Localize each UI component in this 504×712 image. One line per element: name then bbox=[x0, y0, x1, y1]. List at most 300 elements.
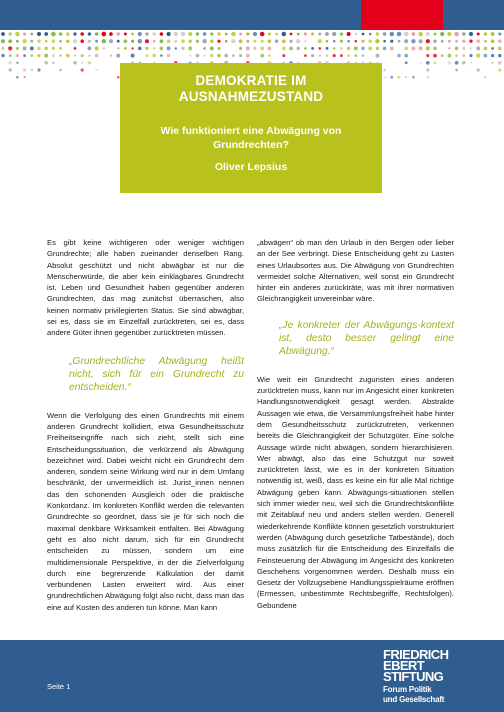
decor-dot bbox=[375, 54, 379, 58]
decor-dot bbox=[447, 54, 451, 58]
decor-dot bbox=[8, 61, 12, 65]
decor-dot bbox=[326, 40, 329, 43]
decor-dot bbox=[8, 46, 12, 50]
decor-dot bbox=[454, 32, 459, 37]
decor-dot bbox=[37, 68, 40, 71]
decor-dot bbox=[116, 32, 119, 35]
decor-dot bbox=[138, 47, 142, 51]
decor-dot bbox=[383, 40, 386, 43]
decor-dot bbox=[390, 40, 393, 43]
decor-dot bbox=[9, 68, 12, 71]
decor-dot bbox=[440, 32, 444, 36]
decor-dot bbox=[455, 54, 458, 57]
decor-dot bbox=[361, 40, 364, 43]
decor-dot bbox=[15, 32, 20, 37]
decor-dot bbox=[239, 47, 242, 50]
decor-dot bbox=[498, 68, 501, 71]
decor-dot bbox=[398, 76, 401, 79]
decor-dot bbox=[411, 39, 415, 43]
decor-dot bbox=[1, 54, 4, 57]
decor-dot bbox=[383, 47, 387, 51]
decor-dot bbox=[297, 33, 300, 36]
decor-dot bbox=[347, 47, 350, 50]
decor-dot bbox=[189, 54, 191, 56]
decor-dot bbox=[419, 39, 423, 43]
title-line-1: DEMOKRATIE IM bbox=[195, 73, 307, 88]
decor-dot bbox=[411, 46, 415, 50]
decor-dot bbox=[426, 32, 430, 36]
decor-dot bbox=[376, 47, 379, 50]
decor-dot bbox=[289, 40, 292, 43]
decor-dot bbox=[1, 32, 5, 36]
decor-dot bbox=[441, 40, 444, 43]
decor-dot bbox=[153, 47, 155, 49]
decor-dot bbox=[232, 54, 235, 57]
decor-dot bbox=[103, 47, 105, 49]
decor-dot bbox=[405, 61, 408, 64]
logo-subline: Forum Politik bbox=[383, 685, 432, 694]
decor-dot bbox=[59, 32, 63, 36]
decor-dot bbox=[239, 33, 242, 36]
decor-dot bbox=[166, 32, 170, 36]
decor-dot bbox=[217, 54, 221, 58]
decor-dot bbox=[44, 47, 48, 51]
decor-dot bbox=[16, 62, 18, 64]
decor-dot bbox=[491, 54, 494, 57]
decor-dot bbox=[52, 62, 54, 64]
decor-dot bbox=[491, 39, 495, 43]
decor-dot bbox=[80, 32, 84, 36]
decor-dot bbox=[59, 54, 61, 56]
paragraph: Wie weit ein Grundrecht zugunsten eines anderen zurücktreten muss, kann nur im Angesicht einer konkreten Handlungsnotwendigkeit gesagt werden. Abstrakte Aussagen wie etwa, die Versammlungsfreiheit habe hinter dem Gesundheitsschutz zurückzutreten, verkennen bereits die Gleichrangigkeit der Schutzgüter. Eine solche Aussage würde nicht abwägen, sondern hierarchisieren. Wer abwägt, also das eine Schutzgut nur soweit zurücktreten lässt, wie es in der konkreten Situation notwendig ist, weiß, dass es keine ein für alle Mal richtige Abwägung geben kann. Abwägungs-situationen stellen sich immer wieder neu, weil sich die Grundrechtskonflikte mit Zeitablauf neu und anders stellen werden. Generell wiederkehrende Konflikte können gesetzlich vorstrukturiert werden (Abwägung durch gesetzliche Tatbestände), doch muss zusätzlich für die Entscheidung des Einzelfalls die Feinsteuerung der Abwägung im Angesicht des konkreten Geschehens vorgenommen werden. Deshalb muss ein Gesetz der Vollzugsebene Handlungsspielräume eröffnen (Ermessen, unbestimmte Rechtsbegriffe, Rechtsfolgen). Gebundene bbox=[257, 374, 454, 610]
decor-dot bbox=[210, 46, 214, 50]
decor-dot bbox=[405, 76, 407, 78]
decor-dot bbox=[477, 33, 480, 36]
decor-dot bbox=[31, 54, 34, 57]
decor-dot bbox=[131, 33, 134, 36]
decor-dot bbox=[254, 40, 257, 43]
decor-dot bbox=[333, 54, 336, 57]
decor-dot bbox=[498, 54, 501, 57]
decor-dot bbox=[340, 47, 343, 50]
decor-dot bbox=[88, 54, 91, 57]
decor-dot bbox=[80, 39, 84, 43]
decor-dot bbox=[52, 54, 55, 57]
decor-dot bbox=[16, 54, 19, 57]
decor-dot bbox=[383, 32, 387, 36]
decor-dot bbox=[88, 61, 91, 64]
decor-dot bbox=[426, 68, 429, 71]
decor-dot bbox=[311, 33, 314, 36]
footer-bar bbox=[0, 640, 504, 712]
red-accent-block bbox=[361, 0, 443, 30]
decor-dot bbox=[117, 47, 119, 49]
decor-dot bbox=[73, 32, 76, 35]
decor-dot bbox=[253, 47, 256, 50]
decor-dot bbox=[167, 39, 171, 43]
decor-dot bbox=[498, 32, 501, 35]
decor-dot bbox=[260, 46, 264, 50]
decor-dot bbox=[8, 32, 12, 36]
decor-dot bbox=[16, 76, 19, 79]
decor-dot bbox=[326, 54, 329, 57]
decor-dot bbox=[203, 32, 206, 35]
decor-dot bbox=[88, 47, 92, 51]
decor-dot bbox=[333, 40, 336, 43]
decor-dot bbox=[1, 39, 5, 43]
decor-dot bbox=[267, 46, 271, 50]
document-title bbox=[120, 73, 382, 105]
decor-dot bbox=[376, 32, 379, 35]
decor-dot bbox=[470, 62, 472, 64]
decor-dot bbox=[433, 40, 436, 43]
decor-dot bbox=[188, 46, 192, 50]
decor-dot bbox=[9, 54, 12, 57]
decor-dot bbox=[181, 32, 186, 37]
decor-dot bbox=[217, 32, 220, 35]
decor-dot bbox=[167, 46, 171, 50]
decor-dot bbox=[16, 40, 19, 43]
decor-dot bbox=[153, 40, 156, 43]
decor-dot bbox=[160, 39, 164, 43]
decor-dot bbox=[470, 47, 473, 50]
decor-dot bbox=[231, 39, 235, 43]
decor-dot bbox=[390, 46, 394, 50]
decor-dot bbox=[355, 40, 357, 42]
decor-dot bbox=[16, 47, 19, 50]
decor-dot bbox=[375, 39, 379, 43]
decor-dot bbox=[37, 32, 41, 36]
decor-dot bbox=[268, 39, 271, 42]
decor-dot bbox=[131, 40, 134, 43]
decor-dot bbox=[188, 32, 192, 36]
decor-dot bbox=[297, 47, 300, 50]
decor-dot bbox=[74, 54, 76, 56]
pull-quote: „Je konkreter der Abwägungs-kontext ist, desto besser gelingt eine Abwägung.“ bbox=[279, 319, 454, 357]
decor-dot bbox=[318, 47, 321, 50]
decor-dot bbox=[361, 47, 364, 50]
decor-dot bbox=[404, 47, 408, 51]
decor-dot bbox=[74, 47, 77, 50]
decor-dot bbox=[116, 54, 120, 58]
decor-dot bbox=[8, 39, 12, 43]
decor-dot bbox=[404, 54, 408, 58]
decor-dot bbox=[476, 54, 480, 58]
decor-dot bbox=[96, 69, 98, 71]
decor-dot bbox=[319, 54, 321, 56]
decor-dot bbox=[340, 32, 343, 35]
decor-dot bbox=[66, 40, 69, 43]
decor-dot bbox=[210, 40, 213, 43]
decor-dot bbox=[383, 76, 386, 79]
decor-dot bbox=[332, 32, 336, 36]
decor-dot bbox=[225, 33, 228, 36]
decor-dot bbox=[383, 69, 386, 72]
page-number: Seite 1 bbox=[47, 682, 71, 691]
decor-dot bbox=[95, 54, 99, 58]
decor-dot bbox=[462, 47, 465, 50]
decor-dot bbox=[477, 40, 480, 43]
decor-dot bbox=[210, 54, 213, 57]
decor-dot bbox=[412, 76, 415, 79]
decor-dot bbox=[202, 39, 206, 43]
decor-dot bbox=[23, 46, 27, 50]
decor-dot bbox=[412, 32, 416, 36]
decor-dot bbox=[462, 39, 465, 42]
logo-line: FRIEDRICH bbox=[383, 647, 449, 662]
decor-dot bbox=[117, 40, 120, 43]
decor-dot bbox=[448, 47, 450, 49]
decor-dot bbox=[418, 32, 423, 37]
decor-dot bbox=[369, 33, 372, 36]
decor-dot bbox=[88, 32, 91, 35]
decor-dot bbox=[31, 69, 34, 72]
decor-dot bbox=[347, 54, 349, 56]
decor-dot bbox=[275, 33, 278, 36]
decor-dot bbox=[426, 46, 430, 50]
decor-dot bbox=[362, 33, 365, 36]
pull-quote: „Grundrechtliche Abwägung heißt nicht, sich für ein Grundrecht zu entscheiden.“ bbox=[69, 355, 244, 393]
decor-dot bbox=[498, 40, 501, 43]
decor-dot bbox=[304, 40, 306, 42]
decor-dot bbox=[124, 39, 128, 43]
decor-dot bbox=[354, 46, 358, 50]
decor-dot bbox=[304, 54, 307, 57]
decor-dot bbox=[455, 61, 459, 65]
decor-dot bbox=[210, 32, 213, 35]
decor-dot bbox=[124, 33, 127, 36]
decor-dot bbox=[73, 61, 76, 64]
decor-dot bbox=[260, 32, 265, 37]
decor-dot bbox=[95, 32, 98, 35]
decor-dot bbox=[484, 32, 487, 35]
decor-dot bbox=[145, 47, 148, 50]
decor-dot bbox=[455, 40, 458, 43]
decor-dot bbox=[455, 47, 459, 51]
decor-dot bbox=[433, 47, 437, 51]
decor-dot bbox=[66, 54, 70, 58]
decor-dot bbox=[23, 54, 26, 57]
decor-dot bbox=[37, 40, 40, 43]
decor-dot bbox=[476, 46, 480, 50]
decor-dot bbox=[491, 62, 493, 64]
decor-dot bbox=[390, 76, 393, 79]
decor-dot bbox=[30, 33, 33, 36]
decor-dot bbox=[44, 54, 48, 58]
decor-dot bbox=[368, 46, 372, 50]
decor-dot bbox=[52, 39, 55, 42]
decor-dot bbox=[52, 47, 55, 50]
document-subtitle: Wie funktioniert eine Abwägung von Grundrechten? bbox=[160, 125, 342, 151]
decor-dot bbox=[30, 40, 33, 43]
decor-dot bbox=[246, 40, 249, 43]
decor-dot bbox=[455, 69, 458, 72]
decor-dot bbox=[282, 47, 286, 51]
decor-dot bbox=[325, 32, 329, 36]
author-name: Oliver Lepsius bbox=[214, 161, 288, 173]
decor-dot bbox=[203, 54, 206, 57]
decor-dot bbox=[181, 39, 185, 43]
decor-dot bbox=[81, 68, 84, 71]
decor-dot bbox=[124, 47, 127, 50]
decor-dot bbox=[462, 32, 465, 35]
decor-dot bbox=[398, 40, 401, 43]
decor-dot bbox=[160, 32, 164, 36]
decor-dot bbox=[196, 40, 199, 43]
logo-subline: und Gesellschaft bbox=[383, 695, 445, 704]
decor-dot bbox=[404, 39, 408, 43]
paragraph: „abwägen“ ob man den Urlaub in den Bergen oder lieber an der See verbringt. Diese Entscheidung geht zu Lasten eines Urlaubsortes aus. Die Abwägung von Grundrechten vermeidet solche Alternativen, weil sonst ein Grundrecht hinter ein anderes zurückträte, was mit ihrer normativen Gleichrangigkeit unvereinbar wäre. bbox=[257, 238, 454, 304]
decor-dot bbox=[146, 54, 149, 57]
decor-dot bbox=[333, 47, 336, 50]
decor-dot bbox=[175, 47, 177, 49]
logo-subtitle bbox=[383, 685, 448, 705]
decor-dot bbox=[477, 68, 480, 71]
decor-dot bbox=[469, 32, 473, 36]
decor-dot bbox=[138, 32, 142, 36]
decor-dot bbox=[110, 54, 112, 56]
logo-line: STIFTUNG bbox=[383, 669, 444, 684]
decor-dot bbox=[447, 32, 451, 36]
decor-dot bbox=[433, 54, 437, 58]
decor-dot bbox=[397, 32, 402, 37]
decor-dot bbox=[282, 39, 286, 43]
decor-dot bbox=[275, 39, 278, 42]
decor-dot bbox=[326, 47, 329, 50]
decor-dot bbox=[167, 54, 170, 57]
decor-dot bbox=[441, 54, 444, 57]
decor-dot bbox=[296, 39, 300, 43]
decor-dot bbox=[354, 33, 357, 36]
decor-dot bbox=[37, 54, 40, 57]
decor-dot bbox=[484, 76, 486, 78]
decor-dot bbox=[290, 33, 293, 36]
decor-dot bbox=[282, 54, 285, 57]
decor-dot bbox=[101, 32, 106, 37]
decor-dot bbox=[484, 54, 488, 58]
decor-dot bbox=[81, 54, 84, 57]
decor-dot bbox=[145, 39, 149, 43]
decor-dot bbox=[239, 54, 242, 57]
decor-dot bbox=[397, 54, 400, 57]
decor-dot bbox=[311, 47, 314, 50]
left-column bbox=[47, 237, 244, 613]
decor-dot bbox=[174, 40, 177, 43]
paragraph: Es gibt keine wichtigeren oder weniger wichtigen Grundrechte; alle haben zueinander denselben Rang. Absolut geschützt und nicht abwägbar ist nur die Menschenwürde, die aber kein einklagbares Grundrecht ist. Leben und Gesundheit haben gegenüber anderen Grundrechten, das mag zunächst überraschen, also keinen normativ privilegierten Status. Sie sind abwägbar, sei es, dass sie im Einzelfall zurücktreten, sei es, dass andere Güter ihnen gegenüber zurücktreten müssen. bbox=[47, 238, 244, 338]
decor-dot bbox=[203, 47, 206, 50]
decor-dot bbox=[434, 33, 437, 36]
decor-dot bbox=[88, 40, 91, 43]
decor-dot bbox=[282, 32, 286, 36]
title-line-2: AUSNAHMEZUSTAND bbox=[178, 89, 324, 104]
decor-dot bbox=[174, 32, 178, 36]
decor-dot bbox=[152, 32, 156, 36]
decor-dot bbox=[51, 32, 56, 37]
decor-dot bbox=[318, 33, 321, 36]
decor-dot bbox=[469, 40, 472, 43]
decor-dot bbox=[225, 40, 228, 43]
decor-dot bbox=[304, 32, 307, 35]
decor-dot bbox=[152, 54, 156, 58]
decor-dot bbox=[59, 40, 62, 43]
decor-dot bbox=[268, 54, 270, 56]
title-banner bbox=[120, 63, 382, 193]
decor-dot bbox=[131, 54, 135, 58]
decor-dot bbox=[362, 54, 365, 57]
decor-dot bbox=[66, 32, 70, 36]
decor-dot bbox=[427, 76, 429, 78]
decor-dot bbox=[404, 32, 409, 37]
decor-dot bbox=[138, 39, 142, 43]
decor-dot bbox=[196, 54, 200, 58]
decor-dot bbox=[23, 32, 26, 35]
decor-dot bbox=[462, 61, 466, 65]
decor-dot bbox=[347, 32, 351, 36]
decor-dot bbox=[196, 32, 199, 35]
decor-dot bbox=[239, 39, 243, 43]
decor-dot bbox=[311, 54, 314, 57]
decor-dot bbox=[498, 61, 502, 65]
decor-dot bbox=[426, 61, 430, 65]
decor-dot bbox=[340, 40, 343, 43]
decor-dot bbox=[160, 47, 164, 51]
decor-dot bbox=[448, 40, 451, 43]
fes-logo bbox=[383, 649, 448, 705]
decor-dot bbox=[217, 40, 220, 43]
decor-dot bbox=[253, 32, 257, 36]
decor-dot bbox=[109, 32, 113, 36]
decor-dot bbox=[45, 40, 48, 43]
decor-dot bbox=[37, 47, 40, 50]
decor-dot bbox=[340, 54, 343, 57]
decor-dot bbox=[145, 32, 148, 35]
decor-dot bbox=[131, 47, 133, 49]
decor-dot bbox=[261, 40, 264, 43]
decor-dot bbox=[289, 46, 293, 50]
decor-dot bbox=[95, 46, 99, 50]
decor-dot bbox=[463, 54, 465, 56]
decor-dot bbox=[95, 40, 98, 43]
decor-dot bbox=[426, 54, 429, 57]
decor-dot bbox=[30, 46, 34, 50]
decor-dot bbox=[368, 39, 371, 42]
decor-dot bbox=[246, 32, 249, 35]
decor-dot bbox=[426, 39, 430, 43]
decor-dot bbox=[44, 32, 48, 36]
decor-dot bbox=[260, 54, 264, 58]
decor-dot bbox=[491, 32, 495, 36]
decor-dot bbox=[420, 62, 422, 64]
decor-dot bbox=[484, 47, 488, 51]
decor-dot bbox=[484, 40, 487, 43]
decor-dot bbox=[390, 32, 395, 37]
decor-dot bbox=[109, 39, 113, 43]
right-column bbox=[257, 237, 454, 611]
decor-dot bbox=[469, 54, 472, 57]
decor-dot bbox=[2, 47, 4, 49]
decor-dot bbox=[231, 32, 236, 37]
decor-dot bbox=[23, 68, 26, 71]
decor-dot bbox=[434, 62, 436, 64]
decor-dot bbox=[73, 39, 77, 43]
decor-dot bbox=[224, 54, 228, 58]
decor-dot bbox=[189, 40, 192, 43]
decor-dot bbox=[246, 46, 250, 50]
decor-dot bbox=[102, 39, 106, 43]
decor-dot bbox=[218, 47, 221, 50]
decor-dot bbox=[354, 54, 357, 57]
decor-dot bbox=[304, 47, 307, 50]
